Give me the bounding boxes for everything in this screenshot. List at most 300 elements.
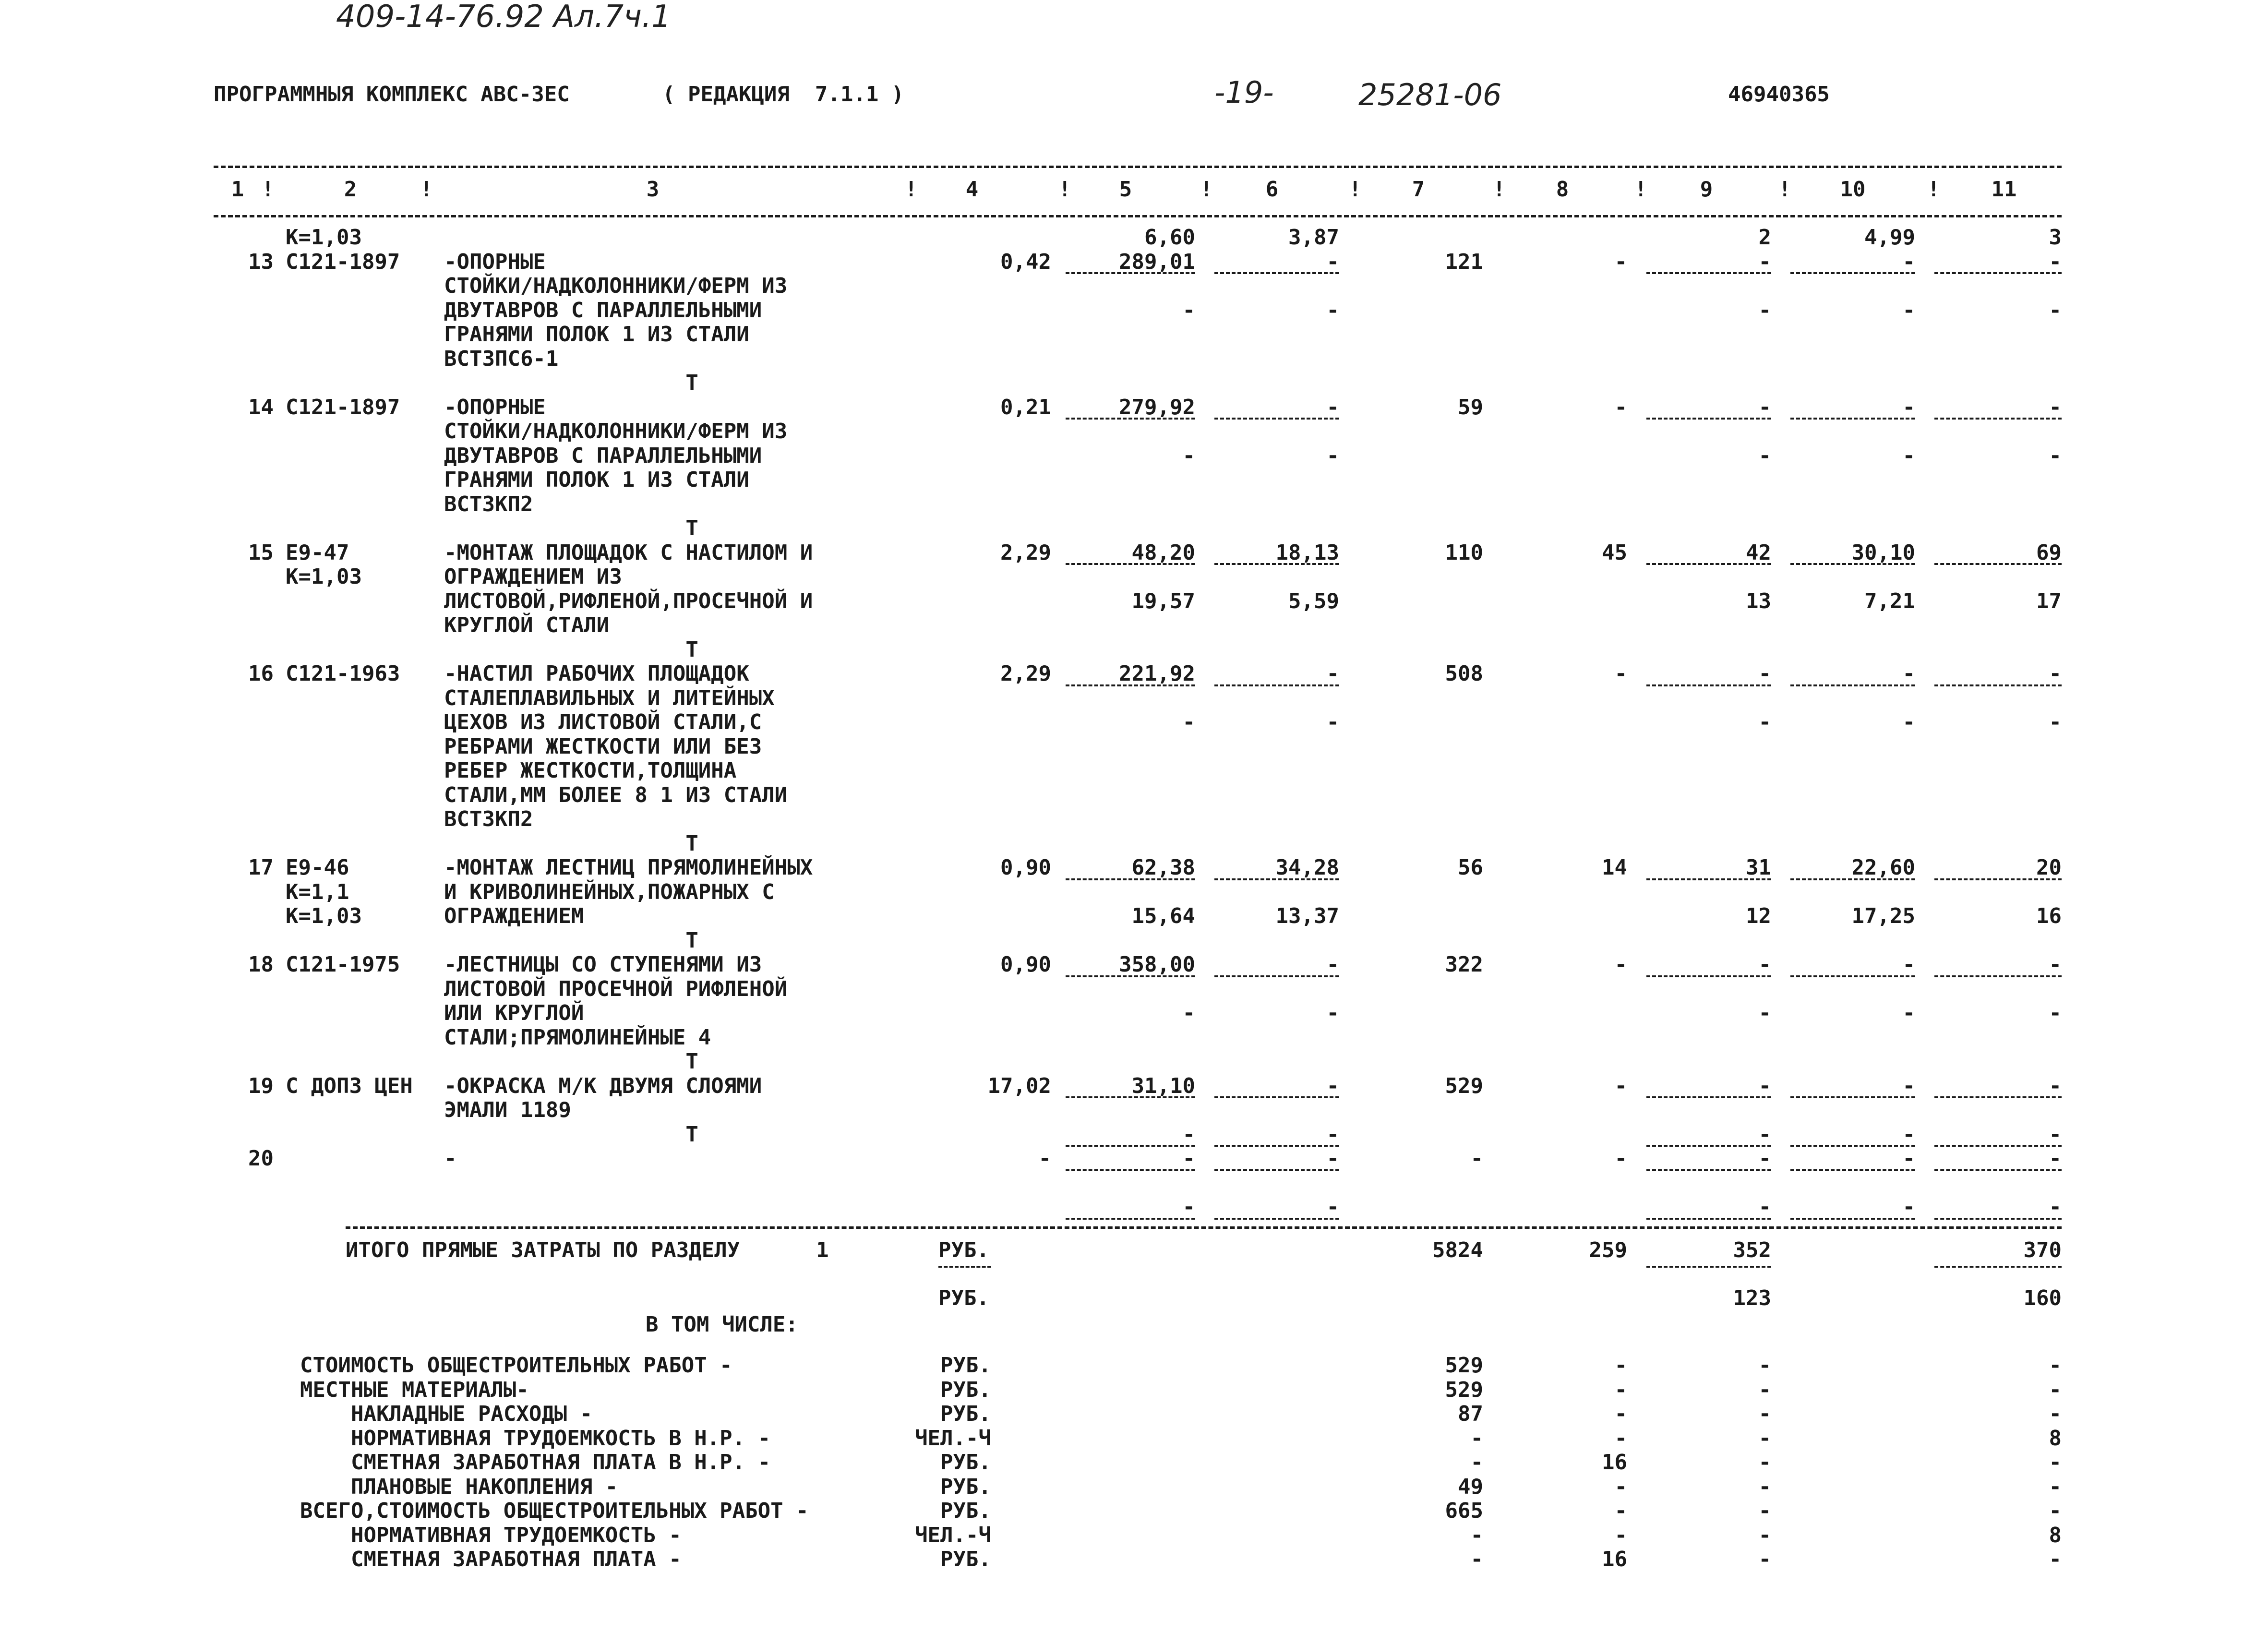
sub-rule [1646,975,1771,977]
cell-c5: 19,57 [1131,588,1195,613]
work-description: ВСТ3КП2 [444,807,533,831]
cell-c10: 17,25 [1851,904,1915,928]
row-number: 17 [248,855,274,880]
summary-c8: - [1614,1474,1627,1499]
work-description: -ЛЕСТНИЦЫ СО СТУПЕНЯМИ ИЗ [444,952,762,977]
column-separator: ! [420,177,433,202]
summary-c9: - [1758,1402,1771,1426]
cell-c6: - [1326,1073,1339,1098]
cell-c7: - [1470,1146,1483,1171]
sub-rule [1646,272,1771,274]
cell-c7: 508 [1445,661,1483,686]
work-description: ИЛИ КРУГЛОЙ [444,1001,584,1025]
sub-rule [1646,1096,1771,1098]
summary-c8: - [1614,1377,1627,1402]
cell-c5: - [1182,443,1195,468]
cell-c11: 17 [2036,588,2062,613]
sub-rule [1790,878,1915,880]
work-description: Т [444,1122,698,1147]
sub-rule [1066,1096,1195,1098]
cell-c10: - [1902,1073,1915,1098]
totals-c11: 370 [2023,1238,2062,1262]
work-description: -ОПОРНЫЕ [444,395,546,420]
cell-c5: 279,92 [1119,395,1195,420]
cell-c9: - [1758,1122,1771,1147]
cell-c9: - [1758,1195,1771,1219]
cell-c11: 69 [2036,540,2062,565]
row-number: 19 [248,1073,274,1098]
cell-c11: - [2049,661,2062,686]
cell-c7: 529 [1445,1073,1483,1098]
cell-c11: - [2049,298,2062,323]
sub-rule [1214,1145,1339,1147]
summary-c11: 8 [2049,1523,2062,1548]
cell-c9: - [1758,1146,1771,1171]
work-description: РЕБЕР ЖЕСТКОСТИ,ТОЛЩИНА [444,758,737,783]
cell-c11: - [2049,1146,2062,1171]
summary-unit: РУБ. [940,1499,991,1523]
cell-c5: - [1182,1195,1195,1219]
summary-c11: - [2049,1499,2062,1523]
document-number: 25281-06 [1358,77,1502,112]
totals-unit-2: РУБ. [938,1286,989,1310]
summary-c8: - [1614,1523,1627,1548]
sub-rule [1214,878,1339,880]
sub-rule [1214,684,1339,686]
cell-c7: 322 [1445,952,1483,977]
cell-c6: - [1326,249,1339,274]
work-description: ВСТ3КП2 [444,492,533,516]
summary-c11: - [2049,1547,2062,1572]
column-separator: ! [1058,177,1071,202]
cell-c5: - [1182,1001,1195,1025]
summary-c9: - [1758,1353,1771,1378]
rate-code: К=1,1 [286,879,349,904]
cell-qty: 0,21 [1000,395,1051,420]
column-number: 2 [344,177,357,202]
column-separator: ! [1634,177,1647,202]
rate-code: С121-1897 [286,249,400,274]
column-separator: ! [1493,177,1506,202]
work-description: СТАЛИ,ММ БОЛЕЕ 8 1 ИЗ СТАЛИ [444,782,788,807]
work-description: РЕБРАМИ ЖЕСТКОСТИ ИЛИ БЕЗ [444,734,762,759]
sub-rule [1646,1218,1771,1220]
sub-rule [1646,1145,1771,1147]
cell-c10: - [1902,249,1915,274]
work-description: И КРИВОЛИНЕЙНЫХ,ПОЖАРНЫХ С [444,879,775,904]
cell-c6: - [1326,1146,1339,1171]
totals-c11b: 160 [2023,1286,2062,1310]
row-number: 20 [248,1146,274,1171]
cell-c8: - [1614,395,1627,420]
summary-label: ВСЕГО,СТОИМОСТЬ ОБЩЕСТРОИТЕЛЬНЫХ РАБОТ - [300,1499,809,1523]
cell-c7: 110 [1445,540,1483,565]
sub-rule [1214,563,1339,565]
document-code: 46940365 [1728,82,1830,107]
column-separator: ! [1349,177,1362,202]
cell-c11: - [2049,1073,2062,1098]
cell-c9: - [1758,249,1771,274]
summary-c11: 8 [2049,1426,2062,1451]
cell-c11: - [2049,1001,2062,1025]
cell-qty: 2,29 [1000,540,1051,565]
work-description: -МОНТАЖ ЛЕСТНИЦ ПРЯМОЛИНЕЙНЫХ [444,855,813,880]
sub-rule [1066,418,1195,420]
column-separator: ! [262,177,275,202]
sub-rule [1066,1145,1195,1147]
work-description: Т [444,516,698,540]
sub-rule [1646,418,1771,420]
including-heading: В ТОМ ЧИСЛЕ: [646,1312,798,1337]
work-description: Т [444,831,698,856]
totals-c9b: 123 [1733,1286,1771,1310]
summary-c11: - [2049,1474,2062,1499]
work-description: ЛИСТОВОЙ ПРОСЕЧНОЙ РИФЛЕНОЙ [444,976,788,1001]
column-number: 4 [965,177,979,202]
column-number: 1 [231,177,244,202]
summary-label: СМЕТНАЯ ЗАРАБОТНАЯ ПЛАТА - [300,1547,682,1572]
column-number: 10 [1840,177,1866,202]
sub-rule [1066,1218,1195,1220]
sub-rule [1214,272,1339,274]
sub-rule [1790,975,1915,977]
cell-c10: - [1902,1122,1915,1147]
cell-c5: 289,01 [1119,249,1195,274]
work-description: ОГРАЖДЕНИЕМ [444,904,584,928]
cell-c11: - [2049,710,2062,734]
cell-c10: 30,10 [1851,540,1915,565]
cell-c8: - [1614,1073,1627,1098]
summary-c7: - [1470,1426,1483,1451]
work-description: -ОКРАСКА М/К ДВУМЯ СЛОЯМИ [444,1073,762,1098]
summary-unit: РУБ. [940,1547,991,1572]
work-description: ВСТ3ПС6-1 [444,346,559,371]
cell-c5: 358,00 [1119,952,1195,977]
cell-c5: 221,92 [1119,661,1195,686]
cell-c6: 18,13 [1275,540,1339,565]
sub-rule [1790,418,1915,420]
summary-c9: - [1758,1474,1771,1499]
cell-c6: - [1326,710,1339,734]
totals-label: ИТОГО ПРЯМЫЕ ЗАТРАТЫ ПО РАЗДЕЛУ 1 [346,1238,829,1262]
cell-c6: - [1326,1001,1339,1025]
cell-qty: 0,90 [1000,952,1051,977]
cell-c11: - [2049,1122,2062,1147]
cell-c10: - [1902,952,1915,977]
work-description: ЛИСТОВОЙ,РИФЛЕНОЙ,ПРОСЕЧНОЙ И [444,588,813,613]
cell-c6: 13,37 [1275,904,1339,928]
row-number: 14 [248,395,274,420]
summary-c7: - [1470,1547,1483,1572]
summary-c7: 529 [1445,1377,1483,1402]
sub-rule [1646,684,1771,686]
cell-c9: - [1758,395,1771,420]
cell-c10: 4,99 [1864,225,1915,250]
sub-rule [1790,684,1915,686]
sub-rule [1066,975,1195,977]
summary-c9: - [1758,1547,1771,1572]
totals-rule [346,1226,2062,1229]
cell-c10: 22,60 [1851,855,1915,880]
page-number: -19- [1214,75,1274,110]
cell-c5: - [1182,1146,1195,1171]
work-description: -ОПОРНЫЕ [444,249,546,274]
sub-rule [1066,1169,1195,1171]
column-separator: ! [905,177,918,202]
work-description: ГРАНЯМИ ПОЛОК 1 ИЗ СТАЛИ [444,322,749,347]
cell-c8: - [1614,661,1627,686]
sub-rule [1934,1218,2062,1220]
summary-label: СМЕТНАЯ ЗАРАБОТНАЯ ПЛАТА В Н.Р. - [300,1450,771,1475]
work-description: ОГРАЖДЕНИЕМ ИЗ [444,564,622,589]
summary-c8: - [1614,1353,1627,1378]
cell-c9: - [1758,1073,1771,1098]
column-number: 6 [1265,177,1279,202]
totals-sub-rule [1646,1266,1771,1268]
sub-rule [1934,1169,2062,1171]
sub-rule [1646,563,1771,565]
cell-c6: - [1326,1195,1339,1219]
summary-c9: - [1758,1377,1771,1402]
cell-c11: - [2049,952,2062,977]
rate-code: К=1,03 [286,225,362,250]
cell-c6: - [1326,1122,1339,1147]
header-rule-top [214,166,2062,168]
sub-rule [1214,418,1339,420]
sub-rule [1934,975,2062,977]
summary-c7: 529 [1445,1353,1483,1378]
summary-label: СТОИМОСТЬ ОБЩЕСТРОИТЕЛЬНЫХ РАБОТ - [300,1353,732,1378]
cell-c9: - [1758,952,1771,977]
column-number: 7 [1412,177,1425,202]
sub-rule [1214,1169,1339,1171]
summary-label: НАКЛАДНЫЕ РАСХОДЫ - [300,1402,593,1426]
rate-code: К=1,03 [286,904,362,928]
rate-code: С ДОП3 ЦЕН [286,1073,413,1098]
cell-c11: 3 [2049,225,2062,250]
summary-c9: - [1758,1450,1771,1475]
work-description: СТАЛЕПЛАВИЛЬНЫХ И ЛИТЕЙНЫХ [444,685,775,710]
summary-c7: 665 [1445,1499,1483,1523]
summary-c7: - [1470,1523,1483,1548]
work-description: Т [444,371,698,395]
cell-c10: - [1902,710,1915,734]
work-description: Т [444,1049,698,1074]
totals-unit: РУБ. [938,1238,989,1262]
cell-c11: - [2049,443,2062,468]
cell-c11: - [2049,1195,2062,1219]
cell-qty: 0,90 [1000,855,1051,880]
cell-c8: - [1614,952,1627,977]
work-description: ЭМАЛИ 1189 [444,1098,571,1122]
cell-c9: - [1758,710,1771,734]
sub-rule [1790,272,1915,274]
totals-c7: 5824 [1432,1238,1483,1262]
work-description: КРУГЛОЙ СТАЛИ [444,613,610,637]
cell-c8: 45 [1602,540,1627,565]
cell-c11: 20 [2036,855,2062,880]
work-description: ЦЕХОВ ИЗ ЛИСТОВОЙ СТАЛИ,С [444,710,762,734]
cell-c9: 42 [1746,540,1771,565]
sub-rule [1214,1218,1339,1220]
sub-rule [1790,1145,1915,1147]
cell-c6: - [1326,443,1339,468]
summary-c7: - [1470,1450,1483,1475]
rate-code: Е9-46 [286,855,349,880]
summary-c8: - [1614,1499,1627,1523]
sub-rule [1066,684,1195,686]
column-separator: ! [1927,177,1940,202]
summary-c11: - [2049,1377,2062,1402]
cell-c8: - [1614,249,1627,274]
cell-c10: 7,21 [1864,588,1915,613]
totals-c8: 259 [1589,1238,1627,1262]
cell-c6: - [1326,952,1339,977]
cell-c5: 15,64 [1131,904,1195,928]
row-number: 18 [248,952,274,977]
cell-c10: - [1902,1195,1915,1219]
sub-rule [1934,418,2062,420]
row-number: 16 [248,661,274,686]
sub-rule [1934,272,2062,274]
cell-qty: - [1038,1146,1051,1171]
cell-c9: 31 [1746,855,1771,880]
sub-rule [1646,1169,1771,1171]
program-title: ПРОГРАММНЫЯ КОМПЛЕКС АВС-ЗЕС [214,82,570,107]
summary-c11: - [2049,1450,2062,1475]
row-number: 15 [248,540,274,565]
summary-c7: 87 [1458,1402,1483,1426]
work-description: -МОНТАЖ ПЛОЩАДОК С НАСТИЛОМ И [444,540,813,565]
totals-c9: 352 [1733,1238,1771,1262]
cell-c11: - [2049,395,2062,420]
cell-c7: 121 [1445,249,1483,274]
summary-c9: - [1758,1499,1771,1523]
column-separator: ! [1200,177,1213,202]
summary-c11: - [2049,1353,2062,1378]
sub-rule [1066,272,1195,274]
cell-c9: - [1758,443,1771,468]
work-description: -НАСТИЛ РАБОЧИХ ПЛОЩАДОК [444,661,749,686]
cell-c7: 56 [1458,855,1483,880]
cell-c5: 6,60 [1144,225,1195,250]
work-description: СТОЙКИ/НАДКОЛОННИКИ/ФЕРМ ИЗ [444,274,788,298]
summary-label: НОРМАТИВНАЯ ТРУДОЕМКОСТЬ В Н.Р. - [300,1426,771,1451]
summary-c9: - [1758,1426,1771,1451]
work-description: - [444,1146,457,1171]
cell-c10: - [1902,298,1915,323]
cell-c6: 5,59 [1288,588,1339,613]
sub-rule [1214,975,1339,977]
rate-code: С121-1963 [286,661,400,686]
cell-c6: - [1326,298,1339,323]
rate-code: С121-1897 [286,395,400,420]
cell-c9: - [1758,661,1771,686]
sub-rule [1934,684,2062,686]
cell-c9: 2 [1758,225,1771,250]
rate-code: С121-1975 [286,952,400,977]
totals-sub-rule [1934,1266,2062,1268]
cell-c10: - [1902,661,1915,686]
cell-c7: 59 [1458,395,1483,420]
sub-rule [1934,1096,2062,1098]
sub-rule [1934,878,2062,880]
summary-unit: РУБ. [940,1377,991,1402]
header-rule-bottom [214,215,2062,217]
sub-rule [1066,563,1195,565]
cell-c10: - [1902,1001,1915,1025]
cell-c9: 12 [1746,904,1771,928]
cell-c5: - [1182,298,1195,323]
sub-rule [1934,563,2062,565]
work-description: ДВУТАВРОВ С ПАРАЛЛЕЛЬНЫМИ [444,298,762,323]
cell-c11: - [2049,249,2062,274]
sub-rule [1790,1218,1915,1220]
column-number: 5 [1119,177,1132,202]
summary-unit: РУБ. [940,1353,991,1378]
summary-unit: РУБ. [940,1402,991,1426]
work-description: Т [444,928,698,953]
cell-qty: 0,42 [1000,249,1051,274]
work-description: ДВУТАВРОВ С ПАРАЛЛЕЛЬНЫМИ [444,443,762,468]
cell-c8: - [1614,1146,1627,1171]
summary-unit: РУБ. [940,1474,991,1499]
summary-c8: 16 [1602,1547,1627,1572]
cell-c10: - [1902,395,1915,420]
handwritten-reference: 409-14-76.92 Ал.7ч.1 [336,0,671,35]
cell-c10: - [1902,1146,1915,1171]
sub-rule [1066,878,1195,880]
summary-unit: ЧЕЛ.-Ч [915,1523,991,1548]
column-number: 8 [1556,177,1569,202]
cell-c9: - [1758,298,1771,323]
sub-rule [1934,1145,2062,1147]
totals-sub-rule [938,1266,991,1268]
summary-c8: 16 [1602,1450,1627,1475]
sub-rule [1646,878,1771,880]
work-description: ГРАНЯМИ ПОЛОК 1 ИЗ СТАЛИ [444,468,749,492]
work-description: СТОЙКИ/НАДКОЛОННИКИ/ФЕРМ ИЗ [444,419,788,444]
sub-rule [1790,1096,1915,1098]
cell-c11: 16 [2036,904,2062,928]
summary-unit: ЧЕЛ.-Ч [915,1426,991,1451]
rate-code: Е9-47 [286,540,349,565]
cell-c5: - [1182,710,1195,734]
column-number: 11 [1991,177,2017,202]
summary-c9: - [1758,1523,1771,1548]
summary-label: ПЛАНОВЫЕ НАКОПЛЕНИЯ - [300,1474,618,1499]
work-description: СТАЛИ;ПРЯМОЛИНЕЙНЫЕ 4 [444,1025,711,1050]
cell-c5: - [1182,1122,1195,1147]
sub-rule [1790,1169,1915,1171]
cell-c10: - [1902,443,1915,468]
edition-label: ( РЕДАКЦИЯ 7.1.1 ) [662,82,904,107]
cell-c9: 13 [1746,588,1771,613]
column-number: 9 [1700,177,1713,202]
cell-c6: - [1326,395,1339,420]
row-number: 13 [248,249,274,274]
summary-c8: - [1614,1426,1627,1451]
summary-c11: - [2049,1402,2062,1426]
cell-c5: 62,38 [1131,855,1195,880]
cell-c5: 31,10 [1131,1073,1195,1098]
work-description: Т [444,637,698,662]
summary-label: НОРМАТИВНАЯ ТРУДОЕМКОСТЬ - [300,1523,682,1548]
cell-c5: 48,20 [1131,540,1195,565]
cell-c6: 3,87 [1288,225,1339,250]
summary-c8: - [1614,1402,1627,1426]
cell-qty: 17,02 [987,1073,1051,1098]
